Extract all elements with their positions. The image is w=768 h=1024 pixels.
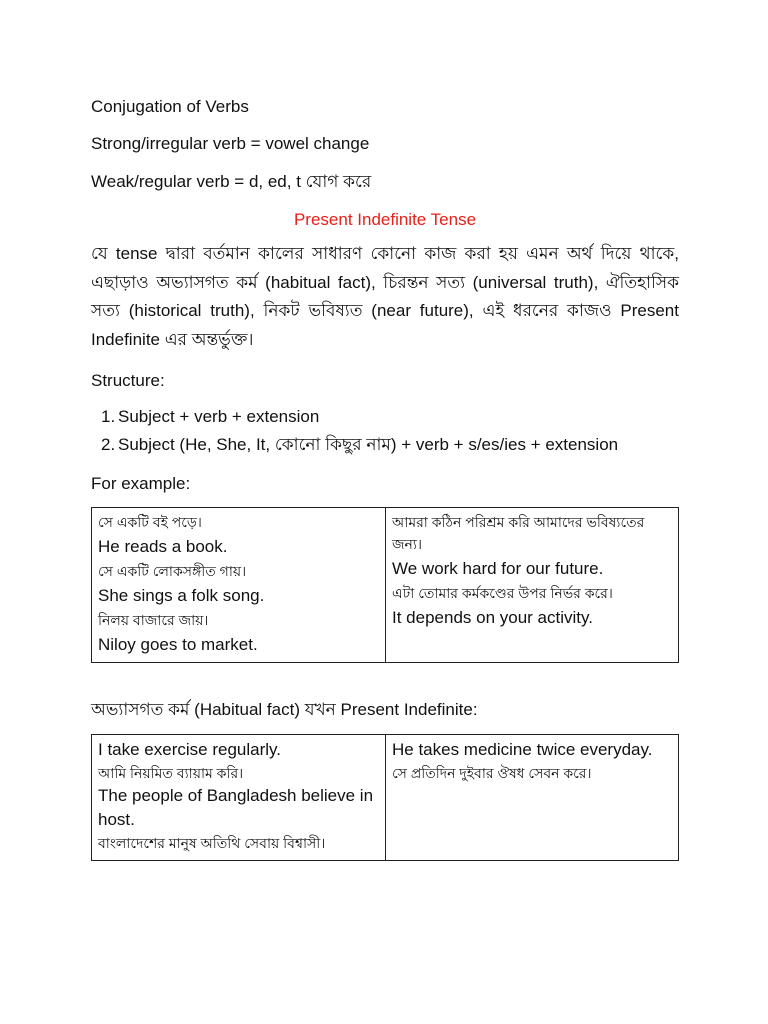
example-en: It depends on your activity. <box>392 608 593 627</box>
list-item: 1. Subject + verb + extension <box>101 407 320 426</box>
habitual-label: অভ্যাসগত কর্ম (Habitual fact) যখন Present Indefinite: <box>91 700 478 719</box>
example-en: She sings a folk song. <box>98 586 265 605</box>
examples-table <box>91 507 679 663</box>
habitual-bn: আমি নিয়মিত ব্যায়াম করি। <box>98 765 244 781</box>
habitual-left-cell <box>92 735 386 861</box>
example-bn: সে একটি বই পড়ে। <box>98 514 202 530</box>
example-label: For example: <box>91 474 191 493</box>
structure-list <box>91 403 618 459</box>
examples-left-cell <box>92 508 386 663</box>
document-title: Conjugation of Verbs <box>91 97 249 116</box>
example-en: We work hard for our future. <box>392 559 604 578</box>
example-bn: এটা তোমার কর্মকণ্ডের উপর নির্ভর করে। <box>392 585 613 601</box>
habitual-en: I take exercise regularly. <box>98 740 281 759</box>
example-bn: সে একটি লোকসঙ্গীত গায়। <box>98 563 247 579</box>
example-bn: আমরা কঠিন পরিশ্রম করি আমাদের ভবিষ্যতের জন্য। <box>392 514 645 552</box>
examples-right-cell <box>386 508 679 663</box>
habitual-bn: সে প্রতিদিন দুইবার ঔষধ সেবন করে। <box>392 765 592 781</box>
habitual-en: The people of Bangladesh believe in host. <box>98 786 374 829</box>
weak-verb-line: Weak/regular verb = d, ed, t যোগ করে <box>91 172 372 191</box>
list-item: 2. Subject (He, She, It, কোনো কিছুর নাম) + verb + s/es/ies + extension <box>101 435 619 454</box>
example-en: He reads a book. <box>98 537 228 556</box>
habitual-en: He takes medicine twice everyday. <box>392 740 653 759</box>
example-bn: নিলয় বাজারে জায়। <box>98 612 209 628</box>
habitual-right-cell <box>386 735 679 861</box>
strong-verb-line: Strong/irregular verb = vowel change <box>91 134 370 153</box>
example-en: Niloy goes to market. <box>98 635 258 654</box>
section-heading: Present Indefinite Tense <box>293 210 477 229</box>
habitual-table <box>91 734 679 861</box>
habitual-bn: বাংলাদেশের মানুষ অতিথি সেবায় বিশ্বাসী। <box>98 835 326 851</box>
definition-paragraph: যে tense দ্বারা বর্তমান কালের সাধারণ কোনো কাজ করা হয় এমন অর্থ দিয়ে থাকে, এছাড়াও অভ্যাসগত কর্ম (habitual fact), চিরন্তন সত্য (universal truth), ঐতিহাসিক সত্য (historical truth), নিকট ভবিষ্যত (near future), এই ধরনের কাজও Present Indefinite এর অন্তর্ভুক্ত। <box>91 244 679 349</box>
structure-label: Structure: <box>91 371 165 390</box>
